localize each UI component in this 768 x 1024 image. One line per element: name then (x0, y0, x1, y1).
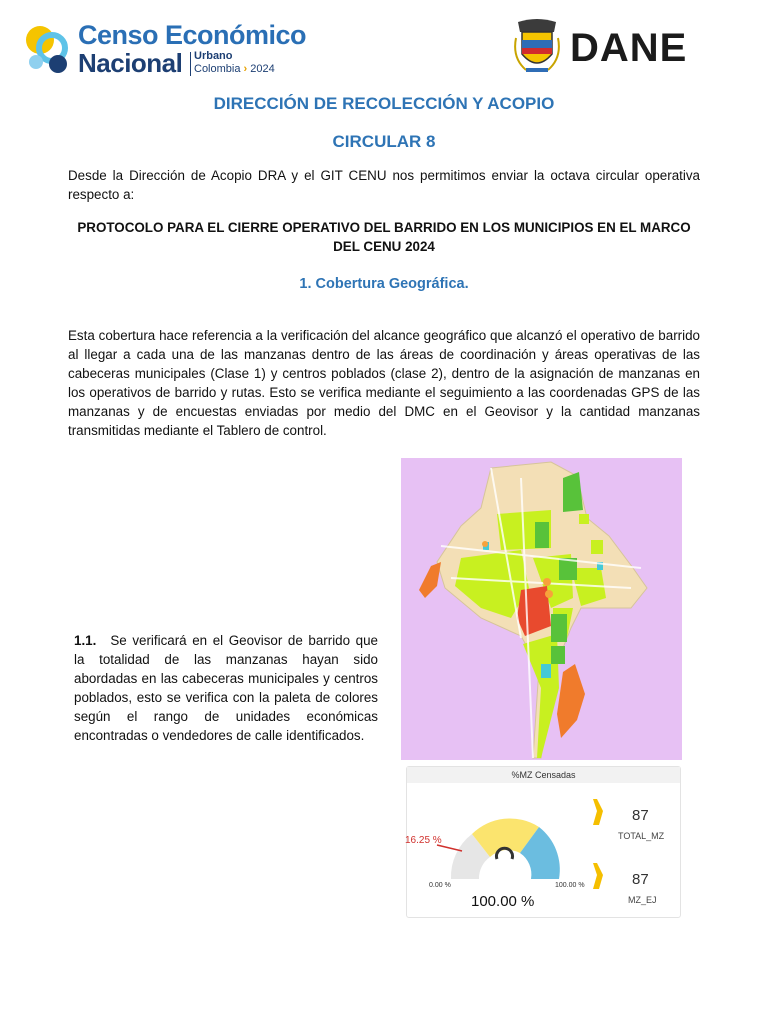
censo-economico-logo (22, 18, 307, 80)
section-paragraph: Esta cobertura hace referencia a la verificación del alcance geográfico que alcanzó el operativo de barrido al llegar a cada una de las manzanas dentro de las áreas de coordinación y áreas operativas de las cabeceras municipales (Clase 1) y centros poblados (clase 2), dentro de la asignación de manzanas en los operativos de barrido y rutas. Esto se verifica mediante el seguimiento a las coordenadas GPS de las manzanas y de encuestas enviadas por medio del DMC en el Geovisor y la cantidad manzanas transmitidas mediante el Tablero de control. (68, 328, 700, 438)
censo-line1: Censo Económico (78, 20, 307, 50)
kpi-total-value: 87 (632, 807, 649, 824)
dane-wordmark: DANE (570, 26, 688, 70)
gauge-min-label: 0.00 % (429, 882, 451, 889)
kpi-total-label: TOTAL_MZ (618, 831, 665, 841)
document-title: DIRECCIÓN DE RECOLECCIÓN Y ACOPIO (213, 94, 555, 113)
gauge-target-label: 16.25 % (405, 835, 442, 846)
kpi-ej-value: 87 (632, 871, 649, 888)
censo-line2: Nacional (78, 48, 183, 78)
protocol-heading: PROTOCOLO PARA EL CIERRE OPERATIVO DEL BARRIDO EN LOS MUNICIPIOS EN EL MARCO DEL CENU 2024 (77, 220, 691, 254)
dane-logo (512, 18, 692, 78)
item-text: Se verificará en el Geovisor de barrido que la totalidad de las manzanas hayan sido abordadas en las cabeceras municipales y centros poblados, esto se verifica con la paleta de colores según el rango de unidades económicas encontradas o vendedores de calle identificados. (74, 633, 378, 743)
intro-paragraph: Desde la Dirección de Acopio DRA y el GIT CENU nos permitimos enviar la octava circular operativa respecto a: (68, 168, 700, 202)
censo-year: 2024 (250, 63, 275, 75)
section-heading: 1. Cobertura Geográfica. (299, 276, 469, 292)
gauge-title: %MZ Censadas (407, 767, 680, 783)
list-item (74, 631, 378, 745)
geovisor-map (401, 458, 682, 760)
censo-swirl-icon (22, 18, 78, 80)
kpi-ej-label: MZ_EJ (628, 895, 657, 905)
gauge-max-label: 100.00 % (555, 882, 585, 889)
censo-arrow-icon: › (243, 63, 248, 75)
censo-divider (190, 52, 191, 76)
coat-of-arms-icon (512, 18, 562, 76)
censo-urbano: Urbano (194, 50, 233, 62)
map-graphic (401, 458, 682, 760)
censo-colombia (194, 63, 275, 75)
gauge-value-label: 100.00 % (471, 893, 535, 910)
kpi-arrow-icon (593, 863, 603, 889)
item-number: 1.1. (74, 633, 97, 648)
censo-colombia-label: Colombia (194, 63, 241, 75)
kpi-arrow-icon (593, 799, 603, 825)
gauge-panel (406, 766, 681, 918)
circular-title: CIRCULAR 8 (332, 132, 436, 151)
